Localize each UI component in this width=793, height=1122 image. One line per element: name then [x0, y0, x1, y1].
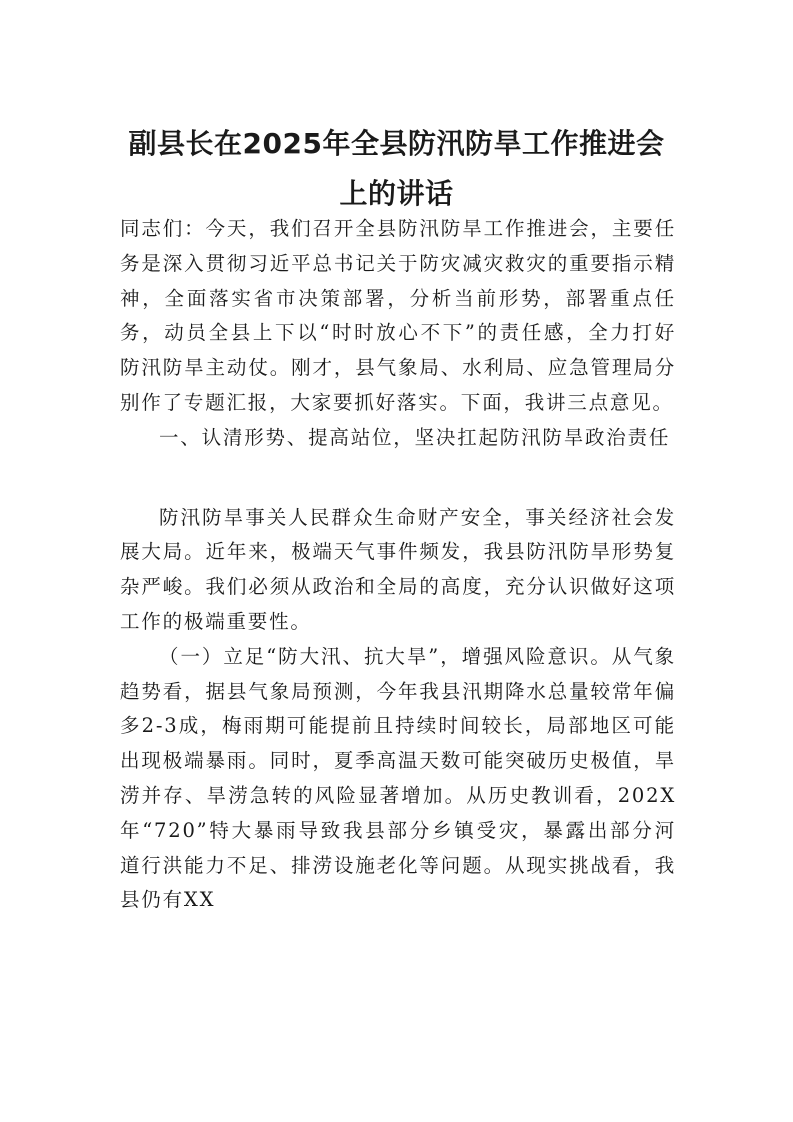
opening-paragraph: 同志们：今天，我们召开全县防汛防旱工作推进会，主要任务是深入贯彻习近平总书记关于防灾减灾救灾的重要指示精神，全面落实省市决策部署，分析当前形势，部署重点任务，动员全县上下以“时时放心不下”的责任感，全力打好防汛防旱主动仗。刚才，县气象局、水利局、应急管理局分别作了专题汇报，大家要抓好落实。下面，我讲三点意见。 [120, 217, 676, 414]
blank-line [120, 456, 676, 501]
document-title-line-2: 上的讲话 [339, 177, 454, 210]
document-body [120, 212, 676, 918]
section-heading-1: 一、认清形势、提高站位，坚决扛起防汛防旱政治责任 [159, 425, 671, 449]
body-paragraph: 防汛防旱事关人民群众生命财产安全，事关经济社会发展大局。近年来，极端天气事件频发，我县防汛防旱形势复杂严峻。我们必须从政治和全局的高度，充分认识做好这项工作的极端重要性。 [120, 505, 676, 633]
subsection-paragraph-1: （一）立足“防大汛、抗大旱”，增强风险意识。从气象趋势看，据县气象局预测，今年我县汛期降水总量较常年偏多2-3成，梅雨期可能提前且持续时间较长，局部地区可能出现极端暴雨。同时，夏季高温天数可能突破历史极值，旱涝并存、旱涝急转的风险显著增加。从历史教训看，202X年“720”特大暴雨导致我县部分乡镇受灾，暴露出部分河道行洪能力不足、排涝设施老化等问题。从现实挑战看，我县仍有XX [120, 644, 676, 912]
document-title-line-1: 副县长在2025年全县防汛防旱工作推进会 [128, 127, 665, 160]
